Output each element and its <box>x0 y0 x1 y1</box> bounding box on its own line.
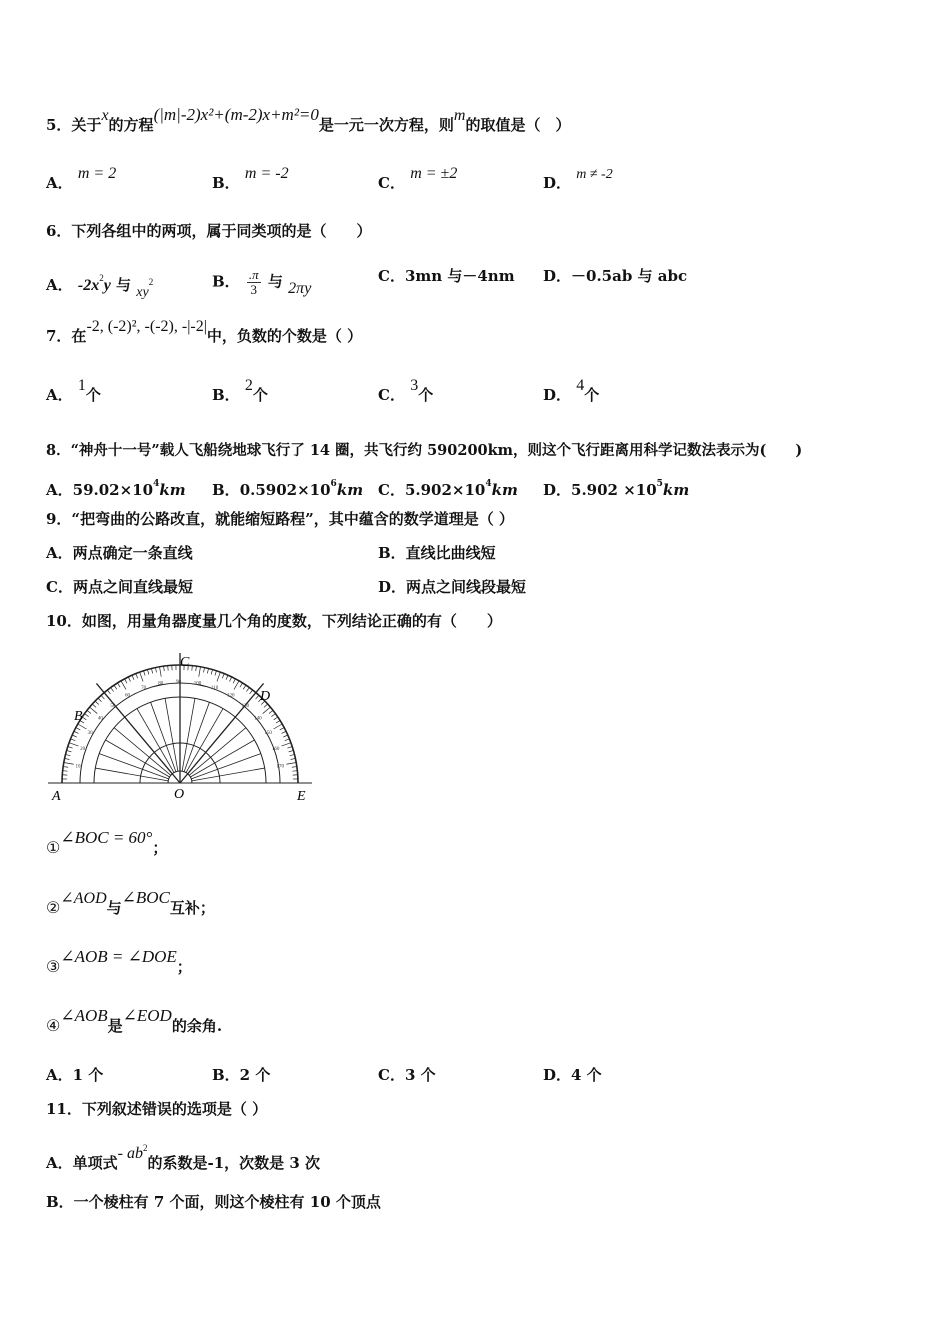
tick <box>271 714 275 717</box>
tick <box>196 666 197 671</box>
q10-statement-2: ②∠AOD与∠BOC互补； <box>46 888 215 917</box>
tick <box>64 763 74 765</box>
tick <box>243 685 246 689</box>
tick <box>85 714 89 717</box>
q10-option-b[interactable]: B．2 个 <box>212 1066 271 1084</box>
protractor-geometry <box>48 653 312 783</box>
scale-numeral: 140 <box>254 716 262 722</box>
label-D: D <box>260 689 271 704</box>
scale-numeral: 30 <box>87 731 93 736</box>
tick <box>287 747 292 749</box>
tick <box>276 720 280 723</box>
q8-option-b[interactable]: B．$0.5902\times 10^6km$ <box>212 479 364 499</box>
tick <box>164 666 165 671</box>
scale-numeral: 110 <box>210 686 219 692</box>
scale-numeral: 20 <box>80 747 86 753</box>
q5-option-c[interactable]: C． m = ±2 <box>378 165 458 192</box>
q6-a-term1: -2x <box>77 277 100 294</box>
q6-option-d[interactable]: D．－0.5ab 与 abc <box>543 267 688 285</box>
tick <box>63 767 68 768</box>
label-A: A <box>52 789 61 804</box>
question-6-stem: 6．下列各组中的两项，属于同类项的是（ ） <box>46 222 372 240</box>
tick <box>144 671 146 676</box>
question-10-stem: 10．如图，用量角器度量几个角的度数，下列结论正确的有（ ） <box>46 612 502 630</box>
q9-option-b[interactable]: B．直线比曲线短 <box>378 544 496 562</box>
q6-option-b[interactable]: B． $\frac{.\pi}{3}$ 与 2πy <box>212 267 312 297</box>
tick <box>151 669 152 674</box>
question-9-stem: 9．“把弯曲的公路改直，就能缩短路程”，其中蕴含的数学道理是（ ） <box>46 510 514 528</box>
tick <box>72 735 77 737</box>
tick <box>160 667 162 677</box>
tick <box>128 677 130 681</box>
tick <box>250 690 253 694</box>
q5-option-c-math: m = ±2 <box>410 165 458 182</box>
q5-option-a-math: m = 2 <box>77 165 117 182</box>
tick <box>290 754 295 755</box>
q8-option-d[interactable]: D．$5.902 \times 10^5km$ <box>543 479 690 499</box>
q7-option-b[interactable]: B． 2个 <box>212 377 268 404</box>
q5-equation: (|m|-2)x²+(m-2)x+m²=0 <box>153 105 319 124</box>
tick <box>71 739 76 741</box>
tick <box>65 758 70 759</box>
tick <box>234 681 239 690</box>
tick <box>95 701 99 704</box>
q10-option-d[interactable]: D．4 个 <box>543 1066 602 1084</box>
q8-option-a[interactable]: A．$59.02\times 10^4km$ <box>46 479 186 499</box>
q11-monomial: - ab <box>117 1145 143 1162</box>
label-B: B <box>74 709 83 724</box>
tick <box>264 704 268 707</box>
tick <box>66 754 71 755</box>
scale-numeral: 100 <box>193 681 202 687</box>
q5-option-b[interactable]: B． m = -2 <box>212 165 289 192</box>
tick <box>199 667 201 677</box>
scale-numeral: 170 <box>276 764 284 770</box>
tick <box>147 670 148 675</box>
q6-option-c[interactable]: C．3mn 与－4nm <box>378 267 515 285</box>
q9-option-d[interactable]: D．两点之间线段最短 <box>378 578 527 596</box>
q5-text: 5．关于 <box>46 116 102 134</box>
q5-text: 的取值是（ ） <box>465 116 571 134</box>
q5-var-m: m <box>453 107 466 124</box>
tick <box>74 731 78 733</box>
scale-numeral: 60 <box>125 693 130 699</box>
q5-text: 的方程 <box>108 116 154 134</box>
q10-option-a[interactable]: A．1 个 <box>46 1066 104 1084</box>
scale-numeral: 50 <box>110 703 116 709</box>
label-O: O <box>174 787 185 802</box>
scale-numeral: 120 <box>227 693 235 699</box>
tick <box>87 710 91 713</box>
q11-option-a[interactable]: A．单项式- $ab^2$的系数是-1，次数是 3 次 <box>46 1143 321 1172</box>
tick <box>283 735 288 737</box>
q6-b-term2: 2πy <box>288 279 312 297</box>
tick <box>114 685 117 689</box>
tick <box>286 763 296 765</box>
q5-option-a[interactable]: A． m = 2 <box>46 165 117 192</box>
tick <box>292 767 297 768</box>
tick <box>274 724 283 729</box>
scale-numeral: 130 <box>241 703 250 709</box>
tick <box>240 683 243 687</box>
q9-option-c[interactable]: C．两点之间直线最短 <box>46 578 193 596</box>
tick <box>289 750 294 751</box>
tick <box>269 710 273 713</box>
q11-option-b[interactable]: B．一个棱柱有 7 个面，则这个棱柱有 10 个顶点 <box>46 1193 381 1211</box>
tick <box>68 747 73 749</box>
q9-option-a[interactable]: A．两点确定一条直线 <box>46 544 193 562</box>
q10-statement-1: ①∠BOC = 60°； <box>46 828 168 857</box>
question-7-stem: 7．在-2, (-2)², -(-2), -|-2|中，负数的个数是（ ） <box>46 318 363 345</box>
tick <box>82 717 86 720</box>
tick <box>117 683 120 687</box>
tick <box>101 695 104 699</box>
scale-numeral: 40 <box>97 716 103 722</box>
q7-option-c[interactable]: C． 3个 <box>378 377 434 404</box>
tick <box>76 728 80 730</box>
tick <box>263 707 271 713</box>
tick <box>282 731 286 733</box>
label-E: E <box>297 789 306 804</box>
tick <box>222 674 224 679</box>
tick <box>111 688 114 692</box>
tick <box>285 739 290 741</box>
question-11-stem: 11．下列叙述错误的选项是（ ） <box>46 1100 268 1118</box>
tick <box>140 672 143 681</box>
q5-option-b-math: m = -2 <box>244 165 289 182</box>
tick <box>136 674 138 679</box>
tick <box>90 707 98 713</box>
q10-statement-4: ④∠AOB是∠EOD的余角. <box>46 1006 223 1035</box>
scale-numeral: 70 <box>141 686 147 692</box>
tick <box>155 668 156 673</box>
tick <box>215 671 217 676</box>
q5-option-d[interactable]: D． m ≠ -2 <box>543 167 613 192</box>
tick <box>233 679 235 683</box>
tick <box>98 698 101 702</box>
q8-option-c[interactable]: C．$5.902\times 10^4km$ <box>378 479 518 499</box>
scale-numeral: 150 <box>264 731 272 736</box>
tick <box>230 677 232 681</box>
scale-numeral: 80 <box>158 681 164 687</box>
tick <box>256 695 259 699</box>
q7-numbers: -2, (-2)², -(-2), -|-2| <box>86 318 207 335</box>
question-8-stem: 8．“神舟十一号”载人飞船绕地球飞行了 14 圈，共飞行约 590200km，则这个飞行距离用科学记数法表示为( ) <box>46 442 803 459</box>
q6-a-term2: xy <box>136 285 149 300</box>
tick <box>121 681 126 690</box>
question-5-stem <box>46 105 571 136</box>
tick <box>125 679 127 683</box>
tick <box>69 743 78 746</box>
tick <box>92 704 96 707</box>
tick <box>207 669 208 674</box>
tick <box>217 672 220 681</box>
protractor-figure <box>40 648 320 808</box>
q5-text: 是一元一次方程，则 <box>318 116 454 134</box>
q10-statement-3: ③∠AOB = ∠DOE； <box>46 947 192 976</box>
q10-option-c[interactable]: C．3 个 <box>378 1066 436 1084</box>
tick <box>107 690 110 694</box>
q7-option-a[interactable]: A． 1个 <box>46 377 101 404</box>
scale-numeral: 10 <box>75 764 81 770</box>
scale-numeral: 160 <box>271 747 280 753</box>
tick <box>226 675 228 680</box>
tick <box>246 688 249 692</box>
tick <box>274 717 278 720</box>
tick <box>291 758 296 759</box>
q6-b-fraction: $\frac{.\pi}{3}$ <box>248 267 259 297</box>
tick <box>211 670 212 675</box>
tick <box>67 750 72 751</box>
tick <box>281 743 290 746</box>
q7-option-d[interactable]: D． 4个 <box>543 377 600 404</box>
q6-option-a[interactable]: A． $-2x^2y$ 与 $xy^2$ <box>46 273 154 300</box>
tick <box>280 728 284 730</box>
q5-var-x: x <box>101 107 109 124</box>
tick <box>132 675 134 680</box>
scale-numeral: 90 <box>176 680 181 685</box>
tick <box>203 668 204 673</box>
tick <box>78 724 87 729</box>
q5-option-d-math: m ≠ -2 <box>576 167 613 182</box>
label-C: C <box>180 655 190 670</box>
